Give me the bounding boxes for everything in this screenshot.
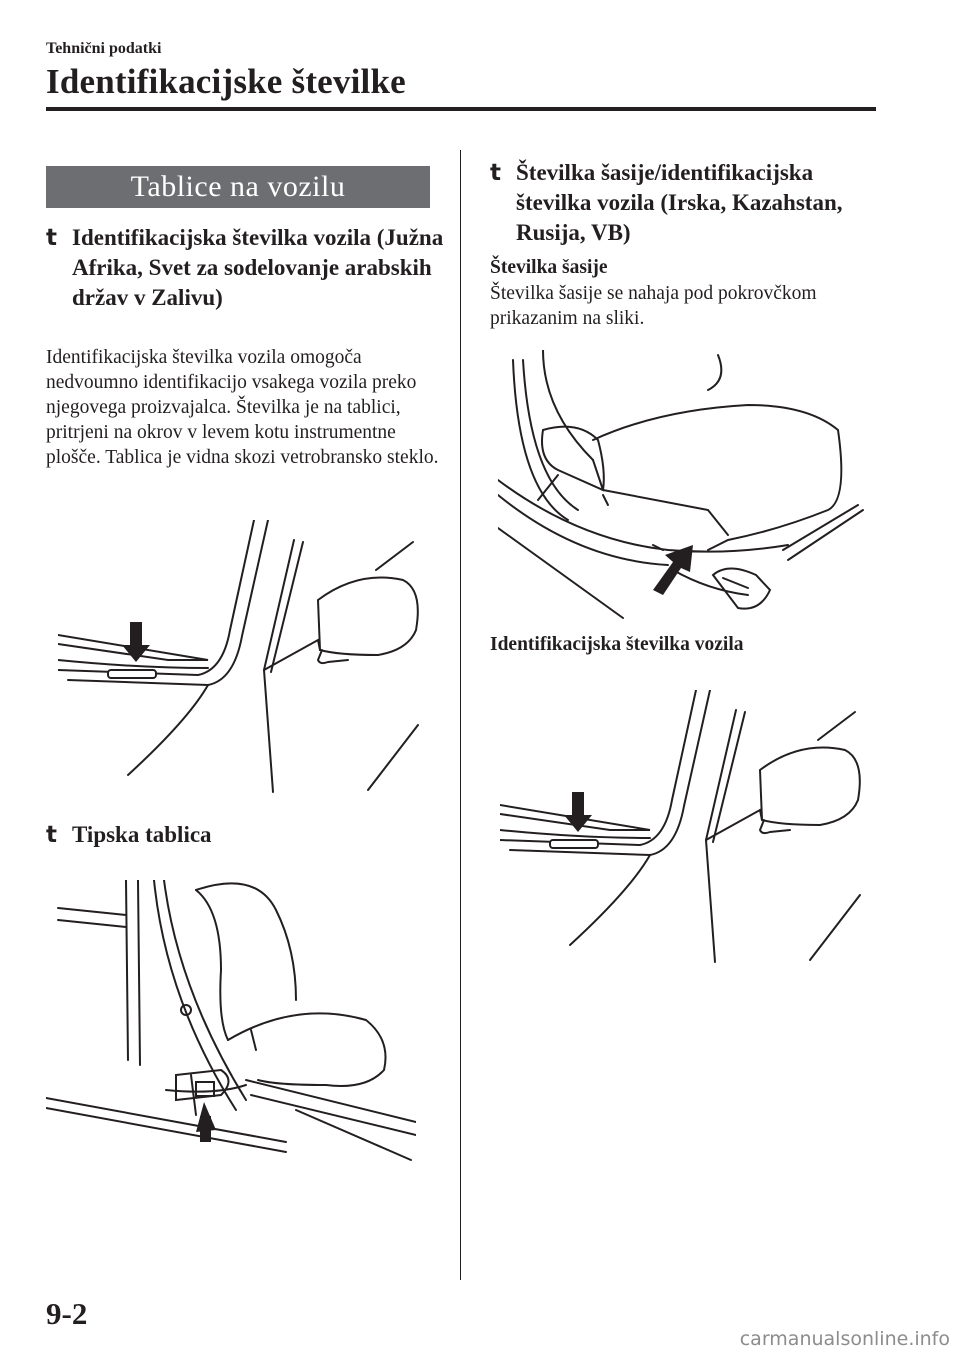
heading-type-plate [46, 820, 446, 850]
title-rule [46, 107, 876, 111]
heading-text: Tipska tablica [72, 822, 212, 847]
heading-text: Identifikacijska številka vozila (Južna Afrika, Svet za sodelovanje arabskih držav v Zalivu) [72, 225, 444, 310]
page-number: 9-2 [46, 1296, 88, 1331]
section-banner: Tablice na vozilu [46, 166, 430, 208]
heading-vin-south-africa [46, 223, 446, 313]
vin-description: Identifikacijska številka vozila omogoča nedvoumno identifikacijo vsakega vozila preko njegovega proizvajalca. Številka je na tablici, pritrjeni na okrov v levem kotu instrumentne plošče. Tablica je vidna skozi vetrobransko steklo. [46, 347, 439, 468]
column-divider [460, 150, 461, 1280]
windshield-vin-illustration [58, 520, 428, 800]
chassis-description: Številka šasije se nahaja pod pokrovčkom prikazanim na sliki. [490, 283, 817, 329]
subheading-chassis: Številka šasije [490, 257, 608, 278]
bullet-icon: t [490, 160, 501, 186]
heading-text: Številka šasije/identifikacijska številka vozila (Irska, Kazahstan, Rusija, VB) [516, 160, 843, 245]
type-plate-illustration [46, 880, 416, 1170]
windshield-vin-illustration-right [500, 690, 870, 970]
chapter-label: Tehnični podatki [46, 40, 162, 57]
watermark: carmanualsonline.info [739, 1328, 950, 1350]
heading-chassis-number [490, 158, 890, 248]
page-title: Identifikacijske številke [46, 62, 406, 101]
bullet-icon: t [46, 225, 57, 251]
vin-caption: Identifikacijska številka vozila [490, 634, 744, 655]
bullet-icon: t [46, 822, 57, 848]
chassis-number-illustration [498, 350, 878, 630]
